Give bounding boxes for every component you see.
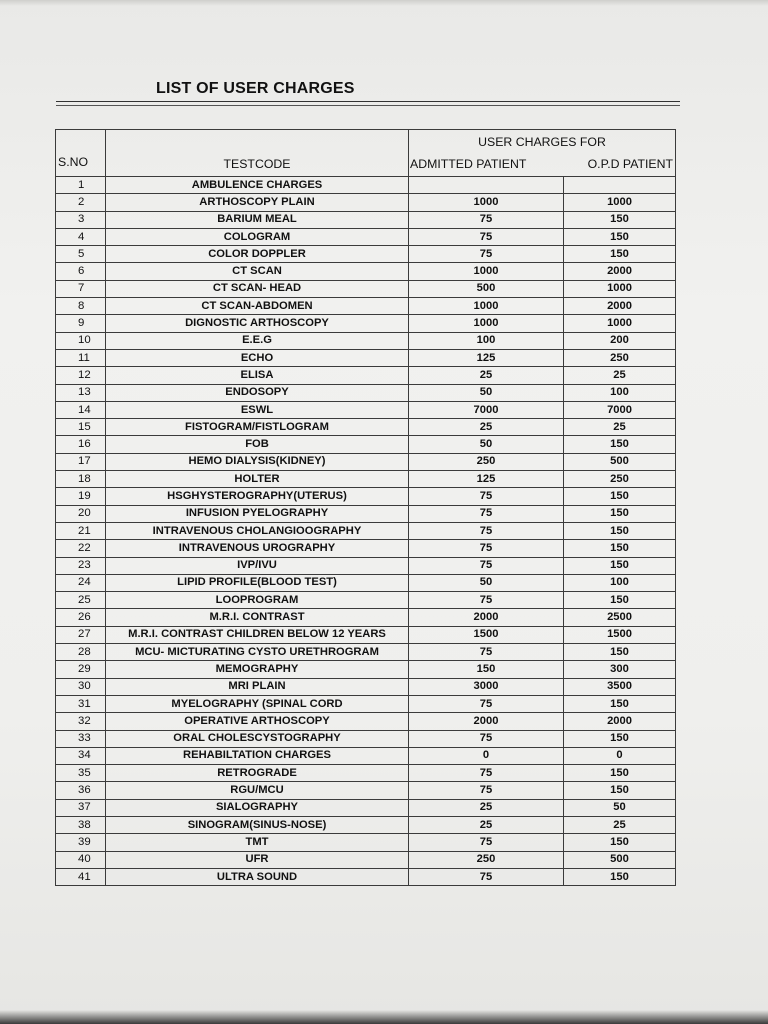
opd-charge-cell: 150 — [564, 765, 676, 782]
sno-column-header: S.NO — [56, 130, 106, 177]
sno-cell: 40 — [56, 851, 106, 868]
table-row — [56, 228, 676, 245]
sno-cell: 16 — [56, 436, 106, 453]
opd-charge-cell: 3500 — [564, 678, 676, 695]
testcode-cell: INTRAVENOUS UROGRAPHY — [106, 540, 409, 557]
opd-charge-cell: 150 — [564, 505, 676, 522]
testcode-cell: IVP/IVU — [106, 557, 409, 574]
testcode-cell: LOOPROGRAM — [106, 592, 409, 609]
testcode-cell: HOLTER — [106, 471, 409, 488]
testcode-cell: MCU- MICTURATING CYSTO URETHROGRAM — [106, 644, 409, 661]
table-row — [56, 626, 676, 643]
sno-cell: 12 — [56, 367, 106, 384]
testcode-cell: HEMO DIALYSIS(KIDNEY) — [106, 453, 409, 470]
testcode-cell: ORAL CHOLESCYSTOGRAPHY — [106, 730, 409, 747]
opd-charge-cell: 2000 — [564, 263, 676, 280]
testcode-cell: CT SCAN- HEAD — [106, 280, 409, 297]
testcode-cell: CT SCAN-ABDOMEN — [106, 298, 409, 315]
table-row — [56, 298, 676, 315]
table-header-row — [56, 130, 676, 177]
admitted-charge-cell: 75 — [409, 246, 564, 263]
opd-charge-cell: 200 — [564, 332, 676, 349]
admitted-charge-cell: 75 — [409, 782, 564, 799]
table-row — [56, 834, 676, 851]
table-row — [56, 367, 676, 384]
sno-cell: 11 — [56, 349, 106, 366]
table-row — [56, 263, 676, 280]
admitted-charge-cell: 1000 — [409, 298, 564, 315]
opd-charge-cell: 2500 — [564, 609, 676, 626]
testcode-cell: INFUSION PYELOGRAPHY — [106, 505, 409, 522]
testcode-cell: ARTHOSCOPY PLAIN — [106, 194, 409, 211]
table-row — [56, 401, 676, 418]
opd-charge-cell: 150 — [564, 522, 676, 539]
testcode-cell: UFR — [106, 851, 409, 868]
table-row — [56, 349, 676, 366]
testcode-cell: FOB — [106, 436, 409, 453]
sno-cell: 30 — [56, 678, 106, 695]
testcode-cell: E.E.G — [106, 332, 409, 349]
sno-cell: 31 — [56, 695, 106, 712]
table-row — [56, 453, 676, 470]
testcode-cell: AMBULENCE CHARGES — [106, 177, 409, 194]
admitted-charge-cell: 75 — [409, 644, 564, 661]
admitted-charge-cell: 25 — [409, 816, 564, 833]
sno-cell: 28 — [56, 644, 106, 661]
admitted-charge-cell: 75 — [409, 730, 564, 747]
opd-charge-cell: 50 — [564, 799, 676, 816]
testcode-cell: ECHO — [106, 349, 409, 366]
testcode-cell: CT SCAN — [106, 263, 409, 280]
opd-charge-cell: 150 — [564, 436, 676, 453]
table-row — [56, 574, 676, 591]
opd-charge-cell: 150 — [564, 782, 676, 799]
admitted-charge-cell — [409, 177, 564, 194]
sno-cell: 36 — [56, 782, 106, 799]
user-charges-table — [55, 129, 676, 886]
admitted-charge-cell: 50 — [409, 574, 564, 591]
testcode-cell: ULTRA SOUND — [106, 868, 409, 885]
table-row — [56, 557, 676, 574]
table-row — [56, 211, 676, 228]
table-row — [56, 851, 676, 868]
testcode-cell: DIGNOSTIC ARTHOSCOPY — [106, 315, 409, 332]
testcode-cell: LIPID PROFILE(BLOOD TEST) — [106, 574, 409, 591]
admitted-charge-cell: 75 — [409, 211, 564, 228]
table-row — [56, 488, 676, 505]
opd-charge-cell: 2000 — [564, 713, 676, 730]
table-row — [56, 384, 676, 401]
admitted-charge-cell: 125 — [409, 471, 564, 488]
title-underline — [56, 101, 680, 102]
opd-charge-cell: 500 — [564, 851, 676, 868]
sno-cell: 27 — [56, 626, 106, 643]
sno-cell: 2 — [56, 194, 106, 211]
table-row — [56, 505, 676, 522]
admitted-charge-cell: 250 — [409, 453, 564, 470]
sno-cell: 10 — [56, 332, 106, 349]
opd-charge-cell: 150 — [564, 228, 676, 245]
admitted-charge-cell: 7000 — [409, 401, 564, 418]
admitted-charge-cell: 500 — [409, 280, 564, 297]
opd-charge-cell: 1000 — [564, 194, 676, 211]
table-row — [56, 661, 676, 678]
table-row — [56, 315, 676, 332]
user-charges-group-label: USER CHARGES FOR — [478, 135, 606, 149]
testcode-cell: ESWL — [106, 401, 409, 418]
page-bottom-shadow — [0, 1010, 768, 1024]
admitted-charge-cell: 1000 — [409, 315, 564, 332]
admitted-charge-cell: 75 — [409, 505, 564, 522]
sno-cell: 34 — [56, 747, 106, 764]
opd-charge-cell: 1000 — [564, 315, 676, 332]
sno-cell: 35 — [56, 765, 106, 782]
admitted-charge-cell: 1000 — [409, 263, 564, 280]
sno-cell: 1 — [56, 177, 106, 194]
table-row — [56, 609, 676, 626]
sno-cell: 6 — [56, 263, 106, 280]
document-title: LIST OF USER CHARGES — [156, 80, 355, 97]
admitted-charge-cell: 75 — [409, 228, 564, 245]
opd-charge-cell: 150 — [564, 730, 676, 747]
admitted-charge-cell: 2000 — [409, 713, 564, 730]
opd-charge-cell: 150 — [564, 557, 676, 574]
opd-charge-cell: 25 — [564, 816, 676, 833]
admitted-charge-cell: 50 — [409, 384, 564, 401]
table-row — [56, 644, 676, 661]
table-row — [56, 678, 676, 695]
charges-subheaders — [409, 157, 675, 172]
admitted-charge-cell: 1500 — [409, 626, 564, 643]
admitted-charge-cell: 125 — [409, 349, 564, 366]
sno-cell: 13 — [56, 384, 106, 401]
sno-cell: 3 — [56, 211, 106, 228]
sno-cell: 33 — [56, 730, 106, 747]
admitted-charge-cell: 100 — [409, 332, 564, 349]
table-row — [56, 695, 676, 712]
testcode-cell: BARIUM MEAL — [106, 211, 409, 228]
opd-charge-cell: 150 — [564, 211, 676, 228]
sno-cell: 32 — [56, 713, 106, 730]
opd-charge-cell: 250 — [564, 471, 676, 488]
admitted-charge-cell: 2000 — [409, 609, 564, 626]
table-row — [56, 730, 676, 747]
opd-charge-cell: 150 — [564, 868, 676, 885]
table-row — [56, 765, 676, 782]
opd-charge-cell: 250 — [564, 349, 676, 366]
table-row — [56, 747, 676, 764]
table-row — [56, 592, 676, 609]
opd-charge-cell: 150 — [564, 695, 676, 712]
opd-charge-cell: 300 — [564, 661, 676, 678]
admitted-charge-cell: 25 — [409, 799, 564, 816]
admitted-charge-cell: 75 — [409, 868, 564, 885]
opd-charge-cell: 2000 — [564, 298, 676, 315]
admitted-charge-cell: 75 — [409, 765, 564, 782]
opd-charge-cell: 100 — [564, 384, 676, 401]
opd-charge-cell: 25 — [564, 367, 676, 384]
sno-cell: 14 — [56, 401, 106, 418]
opd-charge-cell: 7000 — [564, 401, 676, 418]
testcode-cell: MYELOGRAPHY (SPINAL CORD — [106, 695, 409, 712]
admitted-charge-cell: 75 — [409, 540, 564, 557]
testcode-cell: INTRAVENOUS CHOLANGIOOGRAPHY — [106, 522, 409, 539]
admitted-charge-cell: 250 — [409, 851, 564, 868]
sno-cell: 38 — [56, 816, 106, 833]
table-row — [56, 194, 676, 211]
testcode-cell: REHABILTATION CHARGES — [106, 747, 409, 764]
opd-charge-cell: 100 — [564, 574, 676, 591]
admitted-charge-cell: 75 — [409, 522, 564, 539]
table-row — [56, 332, 676, 349]
testcode-cell: MEMOGRAPHY — [106, 661, 409, 678]
testcode-cell: TMT — [106, 834, 409, 851]
user-charges-header — [409, 130, 676, 177]
admitted-charge-cell: 0 — [409, 747, 564, 764]
table-row — [56, 816, 676, 833]
admitted-charge-cell: 3000 — [409, 678, 564, 695]
testcode-cell: FISTOGRAM/FISTLOGRAM — [106, 419, 409, 436]
sno-cell: 22 — [56, 540, 106, 557]
sno-cell: 7 — [56, 280, 106, 297]
opd-charge-cell: 150 — [564, 592, 676, 609]
testcode-cell: ELISA — [106, 367, 409, 384]
opd-charge-cell: 150 — [564, 834, 676, 851]
sno-cell: 23 — [56, 557, 106, 574]
opd-charge-cell: 150 — [564, 540, 676, 557]
testcode-cell: SIALOGRAPHY — [106, 799, 409, 816]
admitted-charge-cell: 25 — [409, 419, 564, 436]
opd-charge-cell — [564, 177, 676, 194]
table-row — [56, 522, 676, 539]
sno-cell: 29 — [56, 661, 106, 678]
table-row — [56, 436, 676, 453]
testcode-cell: COLOGRAM — [106, 228, 409, 245]
sno-cell: 41 — [56, 868, 106, 885]
sno-cell: 25 — [56, 592, 106, 609]
testcode-cell: ENDOSOPY — [106, 384, 409, 401]
admitted-patient-header: ADMITTED PATIENT — [410, 157, 527, 171]
table-row — [56, 246, 676, 263]
opd-charge-cell: 150 — [564, 488, 676, 505]
opd-charge-cell: 500 — [564, 453, 676, 470]
opd-patient-header: O.P.D PATIENT — [587, 157, 674, 171]
table-row — [56, 799, 676, 816]
admitted-charge-cell: 75 — [409, 557, 564, 574]
testcode-cell: HSGHYSTEROGRAPHY(UTERUS) — [106, 488, 409, 505]
sno-cell: 21 — [56, 522, 106, 539]
table-row — [56, 540, 676, 557]
opd-charge-cell: 1500 — [564, 626, 676, 643]
sno-cell: 5 — [56, 246, 106, 263]
admitted-charge-cell: 50 — [409, 436, 564, 453]
testcode-cell: RETROGRADE — [106, 765, 409, 782]
admitted-charge-cell: 1000 — [409, 194, 564, 211]
testcode-cell: OPERATIVE ARTHOSCOPY — [106, 713, 409, 730]
sno-cell: 9 — [56, 315, 106, 332]
sno-cell: 17 — [56, 453, 106, 470]
opd-charge-cell: 0 — [564, 747, 676, 764]
sno-cell: 4 — [56, 228, 106, 245]
testcode-cell: RGU/MCU — [106, 782, 409, 799]
sno-cell: 18 — [56, 471, 106, 488]
testcode-cell: COLOR DOPPLER — [106, 246, 409, 263]
admitted-charge-cell: 75 — [409, 592, 564, 609]
admitted-charge-cell: 75 — [409, 695, 564, 712]
testcode-cell: SINOGRAM(SINUS-NOSE) — [106, 816, 409, 833]
opd-charge-cell: 25 — [564, 419, 676, 436]
opd-charge-cell: 150 — [564, 246, 676, 263]
sno-cell: 24 — [56, 574, 106, 591]
admitted-charge-cell: 75 — [409, 834, 564, 851]
admitted-charge-cell: 75 — [409, 488, 564, 505]
sno-cell: 26 — [56, 609, 106, 626]
opd-charge-cell: 1000 — [564, 280, 676, 297]
testcode-cell: MRI PLAIN — [106, 678, 409, 695]
table-row — [56, 419, 676, 436]
admitted-charge-cell: 25 — [409, 367, 564, 384]
sno-cell: 37 — [56, 799, 106, 816]
sno-cell: 20 — [56, 505, 106, 522]
table-row — [56, 868, 676, 885]
testcode-cell: M.R.I. CONTRAST CHILDREN BELOW 12 YEARS — [106, 626, 409, 643]
table-row — [56, 471, 676, 488]
table-row — [56, 782, 676, 799]
table-row — [56, 713, 676, 730]
testcode-cell: M.R.I. CONTRAST — [106, 609, 409, 626]
table-body — [56, 177, 676, 886]
title-underline-secondary — [56, 105, 680, 106]
paper-top-edge — [0, 0, 768, 6]
sno-cell: 15 — [56, 419, 106, 436]
sno-cell: 8 — [56, 298, 106, 315]
testcode-column-header: TESTCODE — [106, 130, 409, 177]
sno-cell: 19 — [56, 488, 106, 505]
table-row — [56, 280, 676, 297]
opd-charge-cell: 150 — [564, 644, 676, 661]
sno-cell: 39 — [56, 834, 106, 851]
table-row — [56, 177, 676, 194]
admitted-charge-cell: 150 — [409, 661, 564, 678]
